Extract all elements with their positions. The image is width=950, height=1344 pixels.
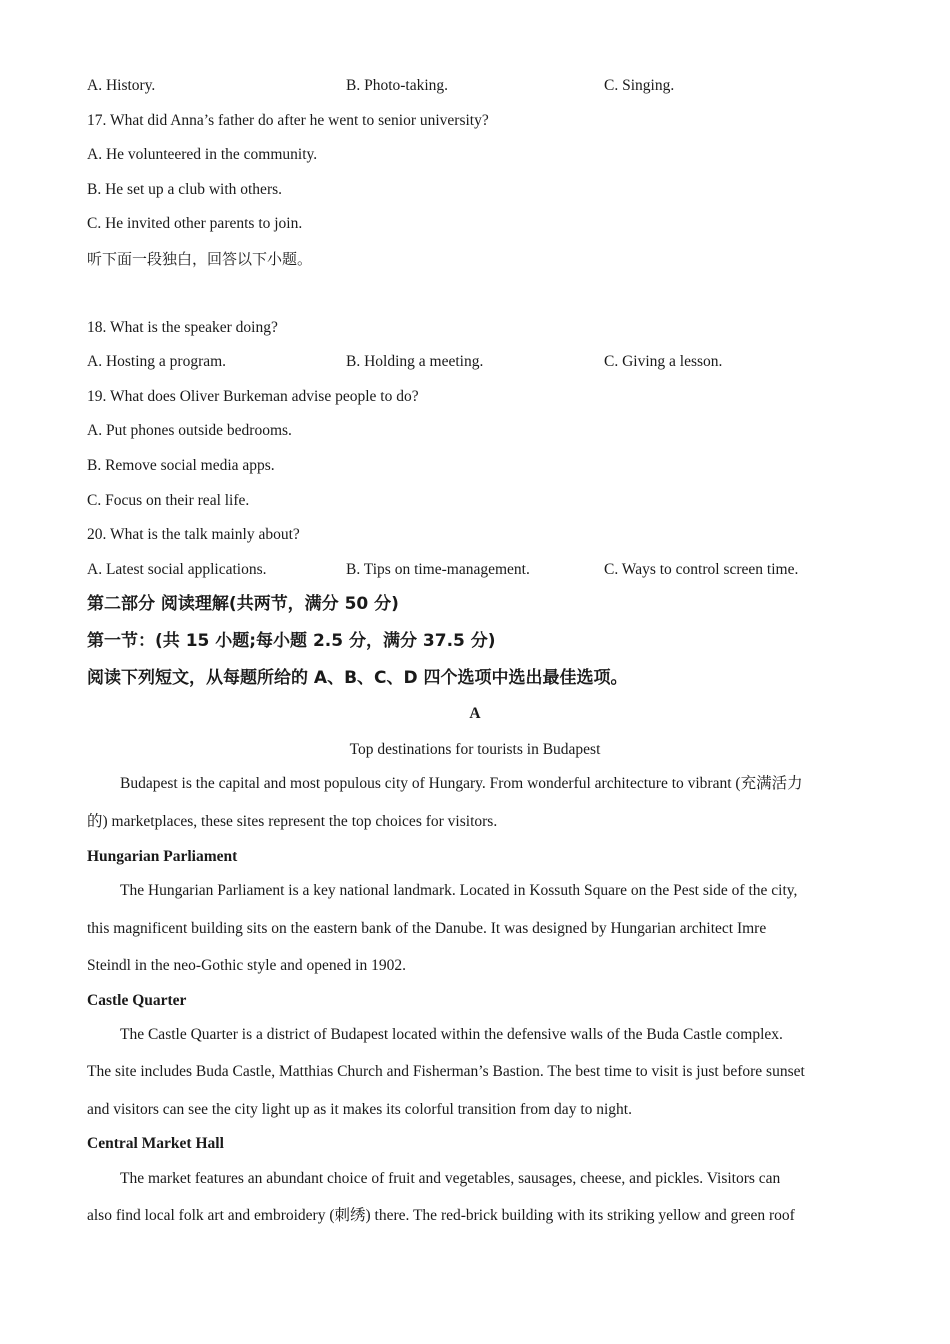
q20-option-b: B. Tips on time-management.: [346, 561, 530, 578]
parliament-line-3: Steindl in the neo-Gothic style and opened in 1902.: [87, 957, 406, 974]
q16-option-c: C. Singing.: [604, 77, 675, 94]
q19-option-b: B. Remove social media apps.: [87, 457, 275, 474]
q18-option-c: C. Giving a lesson.: [604, 353, 723, 370]
q19-question: 19. What does Oliver Burkeman advise people to do?: [87, 388, 419, 405]
q18-option-b: B. Holding a meeting.: [346, 353, 484, 370]
part2-section1: 第一节：(共 15 小题;每小题 2.5 分，满分 37.5 分): [87, 631, 496, 651]
monologue-instruction: 听下面一段独白，回答以下小题。: [87, 250, 313, 268]
passage-title: Top destinations for tourists in Budapest: [349, 741, 601, 758]
market-line-2: also find local folk art and embroidery (刺绣) there. The red-brick building with its striking yellow and green roof: [87, 1207, 795, 1224]
q17-question: 17. What did Anna’s father do after he went to senior university?: [87, 112, 489, 129]
q18-option-a: A. Hosting a program.: [87, 353, 227, 370]
section-heading-market: Central Market Hall: [87, 1135, 224, 1152]
q19-option-a: A. Put phones outside bedrooms.: [87, 422, 292, 439]
section-heading-parliament: Hungarian Parliament: [87, 848, 238, 865]
q18-question: 18. What is the speaker doing?: [87, 319, 278, 336]
q20-option-c: C. Ways to control screen time.: [604, 561, 799, 578]
intro-line-1: Budapest is the capital and most populous city of Hungary. From wonderful architecture to vibrant (充满活力: [120, 775, 803, 792]
q17-option-c: C. He invited other parents to join.: [87, 215, 303, 232]
part2-instruction: 阅读下列短文，从每题所给的 A、B、C、D 四个选项中选出最佳选项。: [87, 668, 628, 688]
parliament-line-2: this magnificent building sits on the eastern bank of the Danube. It was designed by Hungarian architect Imre: [87, 920, 767, 937]
part2-title: 第二部分 阅读理解(共两节，满分 50 分): [87, 594, 399, 614]
q20-option-a: A. Latest social applications.: [87, 561, 267, 578]
q16-option-a: A. History.: [87, 77, 156, 94]
q17-option-a: A. He volunteered in the community.: [87, 146, 318, 163]
passage-letter: A: [469, 705, 481, 722]
q16-option-b: B. Photo-taking.: [346, 77, 449, 94]
intro-line-2: 的) marketplaces, these sites represent the top choices for visitors.: [87, 813, 498, 830]
parliament-line-1: The Hungarian Parliament is a key national landmark. Located in Kossuth Square on the Pest side of the city,: [120, 882, 798, 899]
section-heading-castle: Castle Quarter: [87, 992, 187, 1009]
q17-option-b: B. He set up a club with others.: [87, 181, 283, 198]
q20-question: 20. What is the talk mainly about?: [87, 526, 300, 543]
market-line-1: The market features an abundant choice of fruit and vegetables, sausages, cheese, and pickles. Visitors can: [120, 1170, 781, 1187]
castle-line-3: and visitors can see the city light up as it makes its colorful transition from day to night.: [87, 1101, 632, 1118]
castle-line-2: The site includes Buda Castle, Matthias Church and Fisherman’s Bastion. The best time to visit is just before sunset: [87, 1063, 805, 1080]
castle-line-1: The Castle Quarter is a district of Budapest located within the defensive walls of the Buda Castle complex.: [120, 1026, 783, 1043]
q19-option-c: C. Focus on their real life.: [87, 492, 250, 509]
